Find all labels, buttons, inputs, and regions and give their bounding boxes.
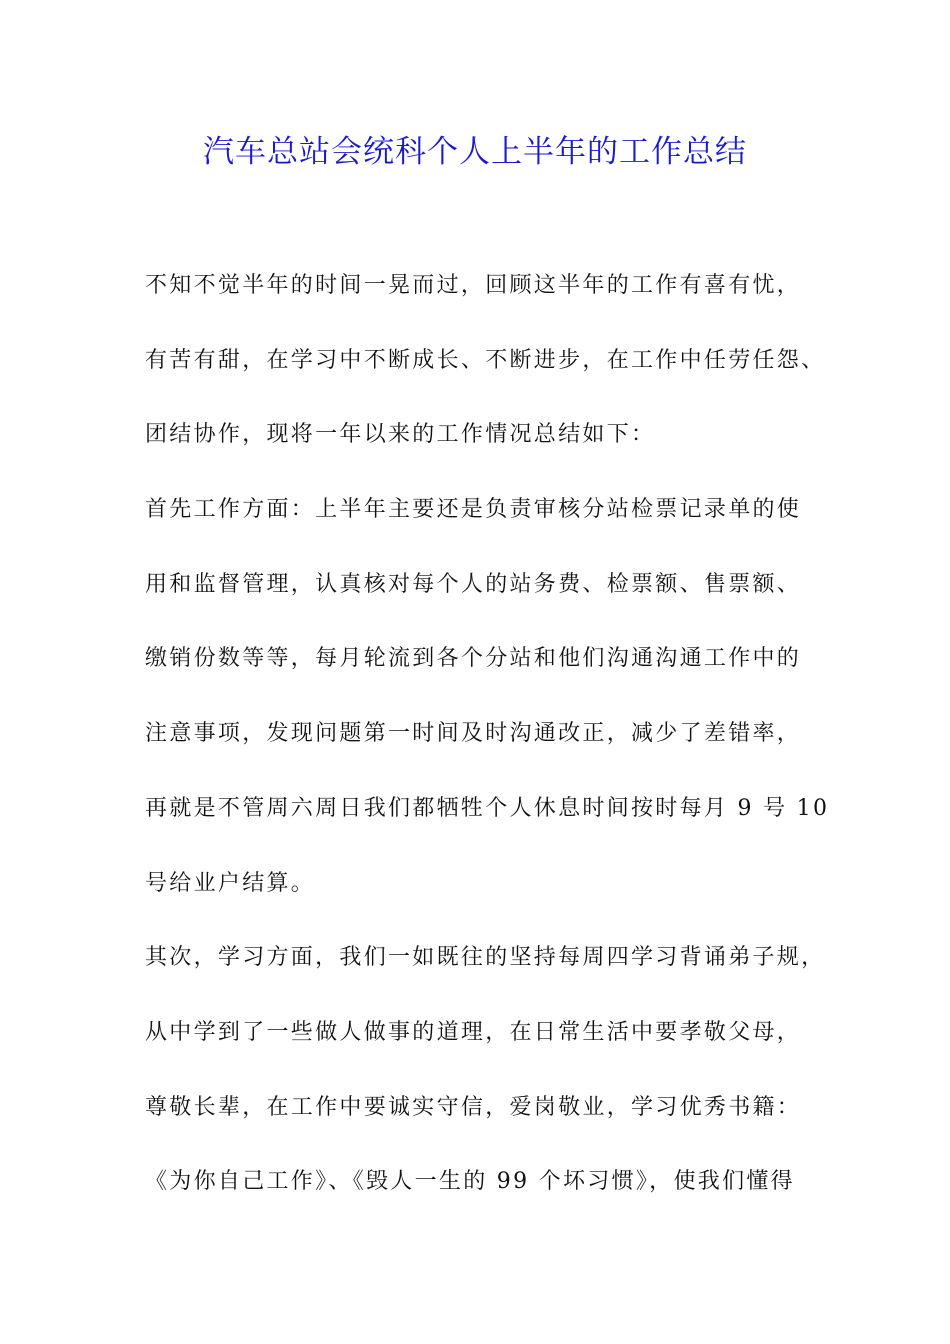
text-line: 号给业户结算。 (145, 870, 316, 896)
text-line: 缴销份数等等，每月轮流到各个分站和他们沟通沟通工作中的 (145, 646, 802, 672)
text-line: 从中学到了一些做人做事的道理，在日常生活中要孝敬父母， (145, 1019, 802, 1045)
text-line: 《为你自己工作》、《毁人一生的 99 个坏习惯》，使我们懂得 (145, 1169, 795, 1195)
text-line: 再就是不管周六周日我们都牺牲个人休息时间按时每月 9 号 10 (145, 795, 830, 821)
document-body (145, 262, 835, 1233)
text-line: 其次，学习方面，我们一如既往的坚持每周四学习背诵弟子规， (145, 945, 826, 971)
text-line: 用和监督管理，认真核对每个人的站务费、检票额、售票额、 (145, 571, 802, 597)
text-line: 团结协作，现将一年以来的工作情况总结如下： (145, 422, 656, 448)
text-line: 注意事项，发现问题第一时间及时沟通改正，减少了差错率， (145, 721, 802, 747)
text-line: 尊敬长辈，在工作中要诚实守信，爱岗敬业，学习优秀书籍： (145, 1094, 802, 1120)
document-title: 汽车总站会统科个人上半年的工作总结 (203, 134, 747, 170)
text-line: 有苦有甜，在学习中不断成长、不断进步，在工作中任劳任怨、 (145, 347, 826, 373)
text-line: 不知不觉半年的时间一晃而过，回顾这半年的工作有喜有忧， (145, 273, 802, 298)
text-line: 首先工作方面：上半年主要还是负责审核分站检票记录单的使 (145, 497, 802, 523)
